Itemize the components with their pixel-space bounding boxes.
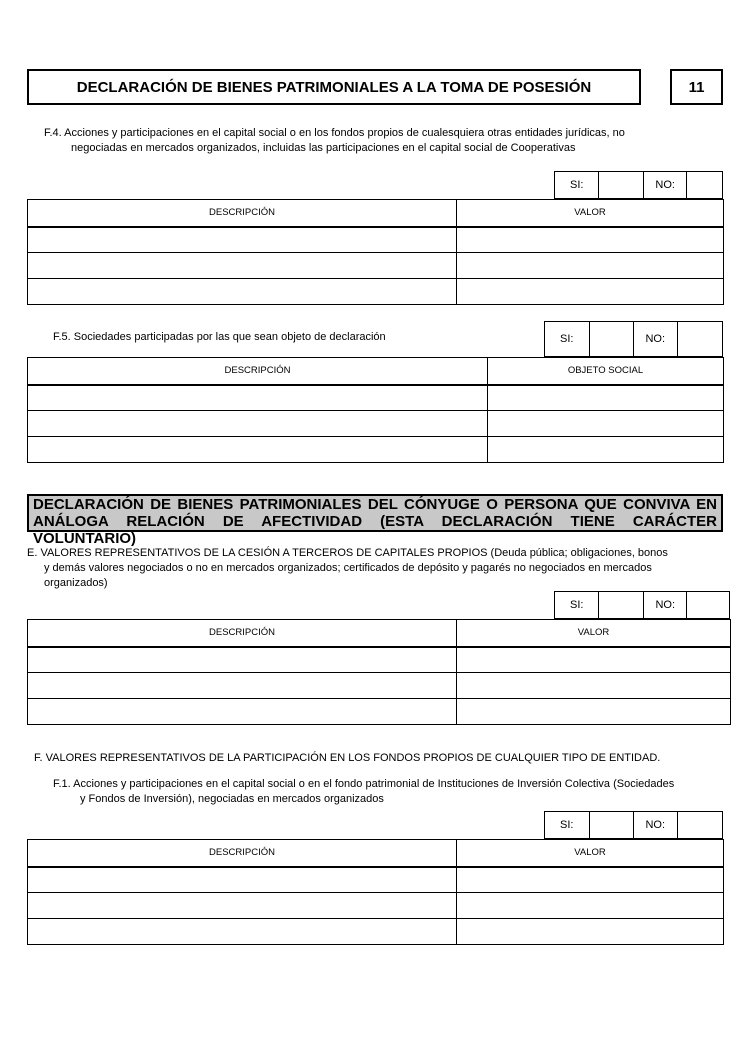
f5-cell-descripcion[interactable]	[28, 411, 488, 437]
table-row	[28, 437, 724, 463]
f4-cell-descripcion[interactable]	[28, 227, 457, 253]
f4-cell-valor[interactable]	[457, 279, 724, 305]
e-table-header	[28, 620, 731, 647]
f5-table	[27, 357, 724, 463]
table-row	[28, 227, 724, 253]
f5-yes-no	[544, 321, 723, 357]
f1-text-line2: y Fondos de Inversión), negociadas en mercados organizados	[80, 793, 384, 805]
table-row	[28, 253, 724, 279]
e-text-line2: y demás valores negociados o no en mercados organizados; certificados de depósito y pagarés no negociados en mercados	[44, 562, 652, 574]
e-si-label: SI:	[555, 592, 599, 618]
page-title	[27, 69, 641, 105]
e-heading	[27, 546, 723, 591]
f4-text-line2: negociadas en mercados organizados, incluidas las participaciones en el capital social de Cooperativas	[71, 142, 576, 154]
page-number-text: 11	[688, 78, 705, 96]
f5-cell-objeto-social[interactable]	[488, 437, 724, 463]
f4-cell-valor[interactable]	[457, 253, 724, 279]
table-row	[28, 647, 731, 673]
f1-si-label: SI:	[545, 812, 590, 838]
f5-cell-descripcion[interactable]	[28, 385, 488, 411]
e-table	[27, 619, 731, 725]
f5-no-box[interactable]	[678, 322, 722, 356]
f1-no-box[interactable]	[678, 812, 722, 838]
f1-table	[27, 839, 724, 945]
e-text-line3: organizados)	[44, 577, 108, 589]
banner-line2: ANÁLOGA RELACIÓN DE AFECTIVIDAD (ESTA DECLARACIÓN TIENE CARÁCTER VOLUNTARIO)	[33, 513, 717, 547]
f4-heading	[44, 126, 723, 156]
f4-si-box[interactable]	[599, 172, 643, 198]
table-row	[28, 919, 724, 945]
e-cell-valor[interactable]	[457, 673, 731, 699]
f4-no-box[interactable]	[687, 172, 722, 198]
page-number	[670, 69, 723, 105]
f4-si-label: SI:	[555, 172, 599, 198]
f1-si-box[interactable]	[590, 812, 635, 838]
f5-col-descripcion: DESCRIPCIÓN	[28, 358, 488, 385]
e-cell-descripcion[interactable]	[28, 673, 457, 699]
f4-cell-descripcion[interactable]	[28, 253, 457, 279]
e-yes-no	[554, 591, 730, 619]
table-row	[28, 699, 731, 725]
e-cell-valor[interactable]	[457, 699, 731, 725]
f4-cell-descripcion[interactable]	[28, 279, 457, 305]
f5-si-box[interactable]	[590, 322, 635, 356]
f1-cell-descripcion[interactable]	[28, 893, 457, 919]
f1-cell-valor[interactable]	[457, 919, 724, 945]
page-title-text: DECLARACIÓN DE BIENES PATRIMONIALES A LA TOMA DE POSESIÓN	[76, 78, 592, 96]
f5-cell-objeto-social[interactable]	[488, 411, 724, 437]
f1-cell-valor[interactable]	[457, 867, 724, 893]
e-col-valor: VALOR	[457, 620, 731, 647]
e-text-line1: E. VALORES REPRESENTATIVOS DE LA CESIÓN A TERCEROS DE CAPITALES PROPIOS (Deuda pública; obligaciones, bonos	[27, 547, 668, 559]
f1-text-line1: F.1. Acciones y participaciones en el capital social o en el fondo patrimonial de Instituciones de Inversión Colectiva (Sociedades	[53, 778, 675, 790]
f5-no-label: NO:	[634, 322, 678, 356]
f5-cell-descripcion[interactable]	[28, 437, 488, 463]
e-cell-descripcion[interactable]	[28, 647, 457, 673]
f1-heading	[53, 777, 717, 807]
e-col-descripcion: DESCRIPCIÓN	[28, 620, 457, 647]
f-heading: F. VALORES REPRESENTATIVOS DE LA PARTICIPACIÓN EN LOS FONDOS PROPIOS DE CUALQUIER TIPO DE ENTIDAD.	[34, 752, 661, 764]
f4-no-label: NO:	[644, 172, 687, 198]
f4-text-line1: F.4. Acciones y participaciones en el capital social o en los fondos propios de cualesquiera otras entidades jurídicas, no	[44, 127, 625, 139]
f4-col-descripcion: DESCRIPCIÓN	[28, 200, 457, 227]
f1-col-valor: VALOR	[457, 840, 724, 867]
f1-cell-descripcion[interactable]	[28, 919, 457, 945]
f1-cell-valor[interactable]	[457, 893, 724, 919]
f5-si-label: SI:	[545, 322, 590, 356]
table-row	[28, 867, 724, 893]
e-no-box[interactable]	[687, 592, 729, 618]
f1-cell-descripcion[interactable]	[28, 867, 457, 893]
f1-table-header	[28, 840, 724, 867]
e-cell-valor[interactable]	[457, 647, 731, 673]
f5-heading: F.5. Sociedades participadas por las que sean objeto de declaración	[53, 331, 386, 343]
e-cell-descripcion[interactable]	[28, 699, 457, 725]
f5-cell-objeto-social[interactable]	[488, 385, 724, 411]
f4-cell-valor[interactable]	[457, 227, 724, 253]
f4-yes-no	[554, 171, 723, 199]
table-row	[28, 893, 724, 919]
table-row	[28, 411, 724, 437]
f1-no-label: NO:	[634, 812, 678, 838]
f4-col-valor: VALOR	[457, 200, 724, 227]
banner-line1: DECLARACIÓN DE BIENES PATRIMONIALES DEL CÓNYUGE O PERSONA QUE CONVIVA EN	[33, 496, 717, 513]
f5-table-header	[28, 358, 724, 385]
f1-col-descripcion: DESCRIPCIÓN	[28, 840, 457, 867]
e-no-label: NO:	[644, 592, 688, 618]
table-row	[28, 385, 724, 411]
f4-table	[27, 199, 724, 305]
f4-table-header	[28, 200, 724, 227]
e-si-box[interactable]	[599, 592, 643, 618]
f1-yes-no	[544, 811, 723, 839]
spouse-declaration-banner	[27, 494, 723, 547]
f5-col-objeto-social: OBJETO SOCIAL	[488, 358, 724, 385]
table-row	[28, 279, 724, 305]
table-row	[28, 673, 731, 699]
